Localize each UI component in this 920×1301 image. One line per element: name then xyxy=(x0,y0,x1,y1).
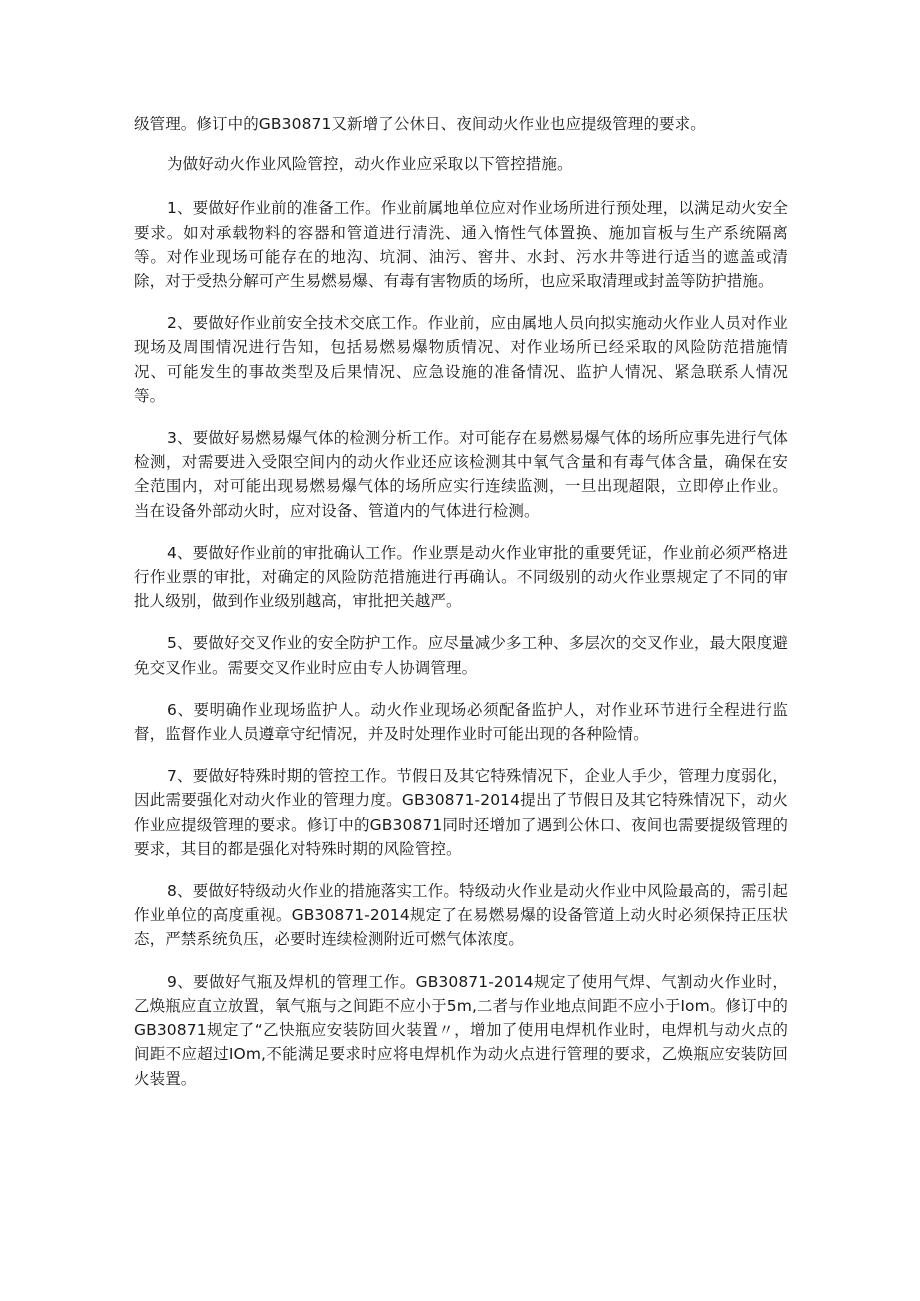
paragraph-continuation: 级管理。修订中的GB30871又新增了公休日、夜间动火作业也应提级管理的要求。 xyxy=(134,115,706,133)
paragraph-item-6: 6、要明确作业现场监护人。动火作业现场必须配备监护人，对作业环节进行全程进行监督，监督作业人员遵章守纪情况，并及时处理作业时可能出现的各种险情。 xyxy=(134,700,788,744)
paragraph-item-3: 3、要做好易燃易爆气体的检测分析工作。对可能存在易燃易爆气体的场所应事先进行气体检测，对需要进入受限空间内的动火作业还应该检测其中氧气含量和有毒气体含量，确保在安全范围内，对可能出现易燃易爆气体的场所应实行连续监测，一旦出现超限，立即停止作业。当在设备外部动火时，应对设备、管道内的气体进行检测。 xyxy=(134,429,788,520)
paragraph-item-9: 9、要做好气瓶及焊机的管理工作。GB30871-2014规定了使用气焊、气割动火作业时，乙焕瓶应直立放置，氧气瓶与之间距不应小于5m,二者与作业地点间距不应小于Iom。修订中的GB30871规定了“乙快瓶应安装防回火装置〃，增加了使用电焊机作业时，电焊机与动火点的间距不应超过IOm,不能满足要求时应将电焊机作为动火点进行管理的要求，乙焕瓶应安装防回火装置。 xyxy=(134,972,788,1088)
document-body xyxy=(134,112,788,1109)
paragraph-intro: 为做好动火作业风险管控，动火作业应采取以下管控措施。 xyxy=(167,155,573,174)
paragraph-item-7: 7、要做好特殊时期的管控工作。节假日及其它特殊情况下，企业人手少，管理力度弱化，因此需要强化对动火作业的管理力度。GB30871-2014提出了节假日及其它特殊情况下，动火作业应提级管理的要求。修订中的GB30871同时还增加了遇到公休口、夜间也需要提级管理的要求，其目的都是强化对特殊时期的风险管控。 xyxy=(134,767,788,858)
paragraph-item-8: 8、要做好特级动火作业的措施落实工作。特级动火作业是动火作业中风险最高的，需引起作业单位的高度重视。GB30871-2014规定了在易燃易爆的设备管道上动火时必须保持正压状态，严禁系统负压，必要时连续检测附近可燃气体浓度。 xyxy=(134,882,788,949)
paragraph-item-1: 1、要做好作业前的准备工作。作业前属地单位应对作业场所进行预处理，以满足动火安全要求。如对承载物料的容器和管道进行清洗、通入惰性气体置换、施加盲板与生产系统隔离等。对作业现场可能存在的地沟、坑洞、油污、窖井、水封、污水井等进行适当的遮盖或清除，对于受热分解可产生易燃易爆、有毒有害物质的场所，也应采取清理或封盖等防护措施。 xyxy=(134,199,788,291)
paragraph-item-2: 2、要做好作业前安全技术交底工作。作业前，应由属地人员向拟实施动火作业人员对作业现场及周围情况进行告知，包括易燃易爆物质情况、对作业场所已经采取的风险防范措施情况、可能发生的事故类型及后果情况、应急设施的准备情况、监护人情况、紧急联系人情况等。 xyxy=(134,314,788,405)
paragraph-item-4: 4、要做好作业前的审批确认工作。作业票是动火作业审批的重要凭证，作业前必须严格进行作业票的审批，对确定的风险防范措施进行再确认。不同级别的动火作业票规定了不同的审批人级别，做到作业级别越高，审批把关越严。 xyxy=(134,543,788,611)
paragraph-item-5: 5、要做好交叉作业的安全防护工作。应尽量减少多工种、多层次的交叉作业，最大限度避免交叉作业。需要交叉作业时应由专人协调管理。 xyxy=(134,634,788,677)
